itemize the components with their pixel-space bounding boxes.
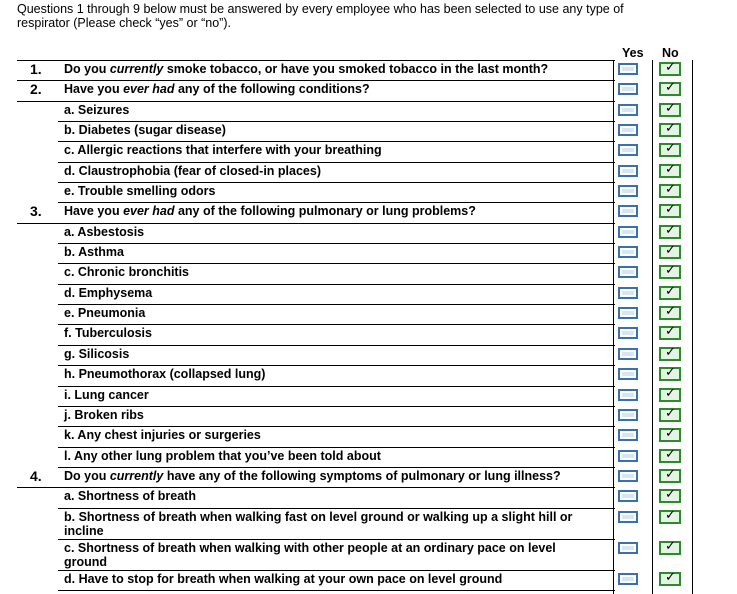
question-row bbox=[0, 539, 737, 570]
yes-checkbox[interactable] bbox=[618, 368, 638, 380]
question-row bbox=[0, 386, 737, 406]
no-checkbox[interactable] bbox=[659, 489, 681, 503]
question-row bbox=[0, 426, 737, 446]
question-row bbox=[0, 121, 737, 141]
row-divider bbox=[17, 60, 615, 61]
question-text: e. Pneumonia bbox=[64, 306, 146, 321]
yes-checkbox[interactable] bbox=[618, 450, 638, 462]
yes-checkbox[interactable] bbox=[618, 511, 638, 523]
yes-checkbox[interactable] bbox=[618, 124, 638, 136]
question-text: a. Seizures bbox=[64, 102, 130, 117]
no-checkbox[interactable] bbox=[659, 225, 681, 239]
yes-checkbox[interactable] bbox=[618, 144, 638, 156]
no-checkbox[interactable] bbox=[659, 388, 681, 402]
question-text: c. Allergic reactions that interfere with your breathing bbox=[64, 143, 382, 158]
no-checkbox[interactable] bbox=[659, 572, 681, 586]
question-text: a. Shortness of breath bbox=[64, 489, 196, 504]
question-row bbox=[0, 60, 737, 80]
question-row bbox=[0, 182, 737, 202]
yes-checkbox[interactable] bbox=[618, 429, 638, 441]
question-text: b. Diabetes (sugar disease) bbox=[64, 123, 226, 138]
question-row bbox=[0, 467, 737, 487]
no-checkbox[interactable] bbox=[659, 184, 681, 198]
no-column-header: No bbox=[662, 46, 679, 60]
question-text: Have you ever had any of the following conditions? bbox=[64, 82, 370, 97]
no-checkbox[interactable] bbox=[659, 510, 681, 524]
yes-checkbox[interactable] bbox=[618, 542, 638, 554]
question-text: g. Silicosis bbox=[64, 346, 130, 361]
question-row bbox=[0, 487, 737, 507]
no-checkbox[interactable] bbox=[659, 306, 681, 320]
no-checkbox[interactable] bbox=[659, 62, 681, 76]
question-row bbox=[0, 223, 737, 243]
question-text: d. Claustrophobia (fear of closed-in places) bbox=[64, 163, 321, 178]
yes-checkbox[interactable] bbox=[618, 490, 638, 502]
question-text: Do you currently have any of the following symptoms of pulmonary or lung illness? bbox=[64, 468, 561, 483]
question-text: d. Have to stop for breath when walking at your own pace on level ground bbox=[64, 571, 503, 586]
question-text: d. Emphysema bbox=[64, 285, 153, 300]
question-row bbox=[0, 324, 737, 344]
question-text: Do you currently smoke tobacco, or have you smoked tobacco in the last month? bbox=[64, 62, 549, 76]
question-text: k. Any chest injuries or surgeries bbox=[64, 428, 261, 443]
question-text: l. Any other lung problem that you’ve been told about bbox=[64, 448, 381, 463]
no-checkbox[interactable] bbox=[659, 449, 681, 463]
question-row bbox=[0, 141, 737, 161]
yes-checkbox[interactable] bbox=[618, 165, 638, 177]
question-row bbox=[0, 284, 737, 304]
yes-checkbox[interactable] bbox=[618, 246, 638, 258]
no-checkbox[interactable] bbox=[659, 82, 681, 96]
question-row bbox=[0, 365, 737, 385]
no-checkbox[interactable] bbox=[659, 428, 681, 442]
question-row bbox=[0, 406, 737, 426]
no-checkbox[interactable] bbox=[659, 367, 681, 381]
question-row bbox=[0, 243, 737, 263]
yes-checkbox[interactable] bbox=[618, 348, 638, 360]
yes-checkbox[interactable] bbox=[618, 83, 638, 95]
question-text: b. Shortness of breath when walking fast on level ground or walking up a slight hill or incline bbox=[64, 509, 573, 538]
yes-checkbox[interactable] bbox=[618, 226, 638, 238]
yes-checkbox[interactable] bbox=[618, 104, 638, 116]
yes-checkbox[interactable] bbox=[618, 185, 638, 197]
yes-checkbox[interactable] bbox=[618, 266, 638, 278]
no-checkbox[interactable] bbox=[659, 245, 681, 259]
yes-checkbox[interactable] bbox=[618, 389, 638, 401]
question-row bbox=[0, 345, 737, 365]
question-text: f. Tuberculosis bbox=[64, 326, 152, 341]
question-text: b. Asthma bbox=[64, 245, 124, 260]
question-number: 1. bbox=[30, 61, 42, 77]
no-checkbox[interactable] bbox=[659, 103, 681, 117]
yes-checkbox[interactable] bbox=[618, 307, 638, 319]
no-checkbox[interactable] bbox=[659, 347, 681, 361]
question-row bbox=[0, 508, 737, 539]
no-checkbox[interactable] bbox=[659, 143, 681, 157]
no-checkbox[interactable] bbox=[659, 286, 681, 300]
yes-checkbox[interactable] bbox=[618, 573, 638, 585]
question-table bbox=[0, 60, 737, 590]
question-row bbox=[0, 202, 737, 222]
yes-checkbox[interactable] bbox=[618, 470, 638, 482]
yes-checkbox[interactable] bbox=[618, 287, 638, 299]
question-text: e. Trouble smelling odors bbox=[64, 184, 216, 199]
no-checkbox[interactable] bbox=[659, 469, 681, 483]
question-text: Have you ever had any of the following pulmonary or lung problems? bbox=[64, 204, 476, 219]
question-text: h. Pneumothorax (collapsed lung) bbox=[64, 367, 266, 382]
yes-checkbox[interactable] bbox=[618, 205, 638, 217]
question-text: j. Broken ribs bbox=[64, 407, 144, 422]
question-row bbox=[0, 570, 737, 590]
no-checkbox[interactable] bbox=[659, 408, 681, 422]
no-checkbox[interactable] bbox=[659, 123, 681, 137]
question-text: i. Lung cancer bbox=[64, 387, 149, 402]
question-row bbox=[0, 447, 737, 467]
question-row bbox=[0, 304, 737, 324]
intro-text: Questions 1 through 9 below must be answered by every employee who has been selected to use any type of respirator (Please check “yes” or “no”). bbox=[17, 2, 624, 30]
yes-checkbox[interactable] bbox=[618, 63, 638, 75]
question-number: 2. bbox=[30, 81, 42, 98]
question-number: 4. bbox=[30, 467, 42, 484]
row-divider bbox=[58, 590, 615, 591]
yes-column-header: Yes bbox=[622, 46, 644, 60]
question-text: a. Asbestosis bbox=[64, 224, 145, 239]
question-row bbox=[0, 101, 737, 121]
no-checkbox[interactable] bbox=[659, 265, 681, 279]
question-row bbox=[0, 162, 737, 182]
no-checkbox[interactable] bbox=[659, 164, 681, 178]
yes-checkbox[interactable] bbox=[618, 409, 638, 421]
yes-checkbox[interactable] bbox=[618, 327, 638, 339]
question-text: c. Shortness of breath when walking with other people at an ordinary pace on level ground bbox=[64, 540, 556, 569]
no-checkbox[interactable] bbox=[659, 326, 681, 340]
question-row bbox=[0, 80, 737, 100]
no-checkbox[interactable] bbox=[659, 541, 681, 555]
question-row bbox=[0, 263, 737, 283]
no-checkbox[interactable] bbox=[659, 204, 681, 218]
question-number: 3. bbox=[30, 203, 42, 220]
question-text: c. Chronic bronchitis bbox=[64, 265, 190, 280]
